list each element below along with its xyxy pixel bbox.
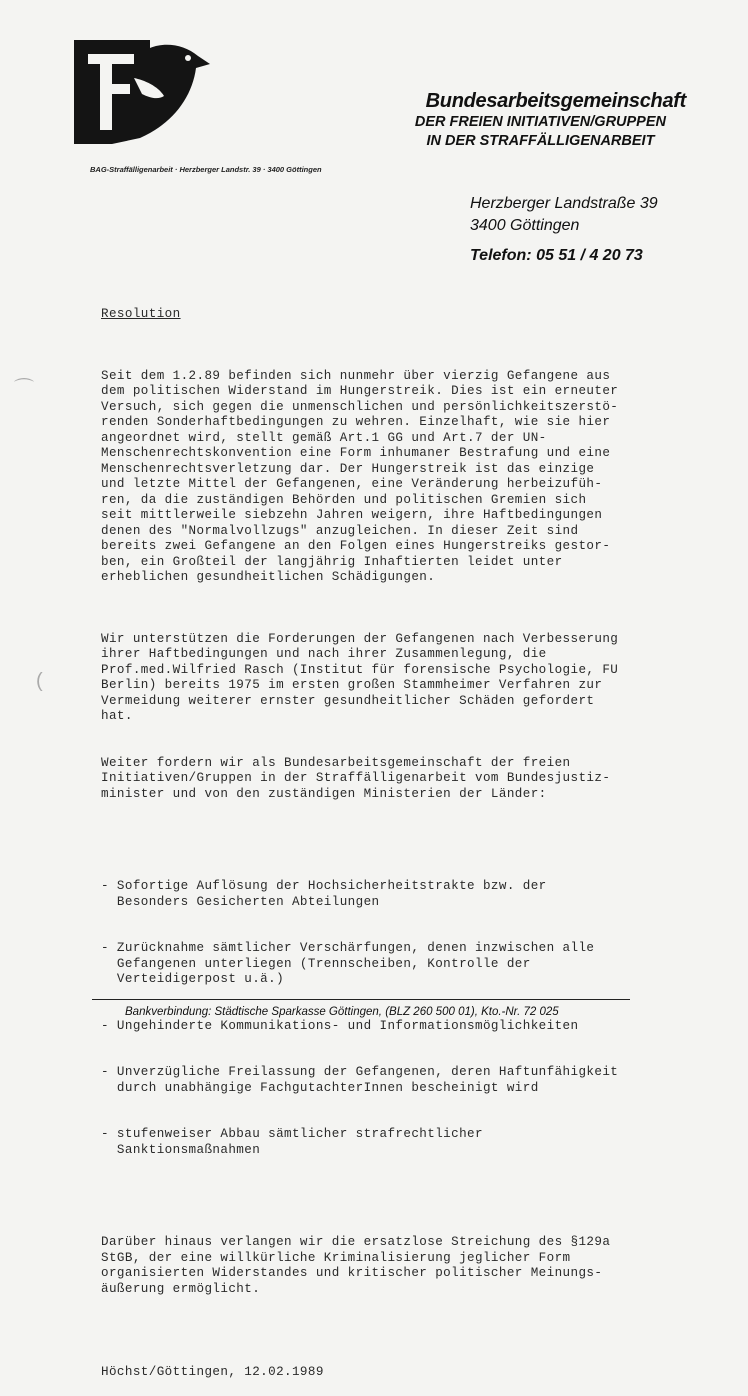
organization-header: [415, 90, 686, 151]
paragraph-2: Wir unterstützen die Forderungen der Gefangenen nach Verbesserung ihrer Haftbedingungen und nach ihrer Zusammenlegung, die Prof.med.Wilfried Rasch (Institut für forensische Psychologie, FU Berlin) bereits 1975 im ersten großen Stammheimer Verfahren zur Vermeidung weiterer ernster gesundheitlicher Schäden gefordert hat.: [101, 631, 619, 723]
paragraph-3: Weiter fordern wir als Bundesarbeitsgemeinschaft der freien Initiativen/Gruppen in der Straffälligenarbeit vom Bundesjustiz- minister und von den zuständigen Ministerien der Länder:: [101, 755, 611, 801]
organization-subtitle-2: IN DER STRAFFÄLLIGENARBEIT: [426, 133, 655, 149]
telephone-number: Telefon: 05 51 / 4 20 73: [470, 247, 643, 264]
punch-hole-mark: ⌒: [14, 378, 34, 400]
address-city: 3400 Göttingen: [470, 217, 580, 234]
bank-details: Bankverbindung: Städtische Sparkasse Göttingen, (BLZ 260 500 01), Kto.-Nr. 72 025: [125, 1006, 559, 1018]
paragraph-1: Seit dem 1.2.89 befinden sich nunmehr über vierzig Gefangene aus dem politischen Widerstand im Hungerstreik. Dies ist ein erneuter Versuch, sich gegen die unmenschlichen und persönlichkeitszerstö- renden Sonderhaftbedingungen zu wehren. Einzelhaft, wie sie hier angeordnet wird, stellt gemäß Art.1 GG und Art.7 der UN- Menschenrechtskonvention eine Form inhumaner Bestrafung und eine Menschenrechtsverletzung dar. Der Hungerstreik ist das einzige und letzte Mittel der Gefangenen, eine Veränderung herbeizufüh- ren, da die zuständigen Behörden und politischen Gremien sich seit mittlerweile siebzehn Jahren weigern, ihre Haftbedingungen denen des "Normalvollzugs" anzugleichen. In dieser Zeit sind bereits zwei Gefangene an den Folgen eines Hungerstreiks gestor- ben, ein Großteil der langjährig Inhaftierten leidet unter erheblichen gesundheitlichen Schädigungen.: [101, 368, 619, 584]
footer-divider: [92, 999, 630, 1000]
organization-logo: [72, 38, 212, 146]
paragraph-4: Darüber hinaus verlangen wir die ersatzlose Streichung des §129a StGB, der eine willkürliche Kriminalisierung jeglicher Form organisierten Widerstandes und kritischer politischer Meinungs- äußerung ermöglicht.: [101, 1235, 611, 1296]
organization-name: Bundesarbeitsgemeinschaft: [425, 90, 686, 112]
sender-line: BAG-Straffälligenarbeit · Herzberger Landstr. 39 · 3400 Göttingen: [90, 165, 322, 174]
demand-item: - Ungehinderte Kommunikations- und Informationsmöglichkeiten: [101, 1018, 579, 1033]
document-heading: Resolution: [101, 307, 181, 321]
place-and-date: Höchst/Göttingen, 12.02.1989: [101, 1365, 324, 1379]
demand-item: - Zurücknahme sämtlicher Verschärfungen, denen inzwischen alle Gefangenen unterliegen (Trennscheiben, Kontrolle der Verteidigerpost u.ä.): [101, 941, 595, 986]
letter-body: [101, 276, 721, 1396]
organization-subtitle-1: DER FREIEN INITIATIVEN/GRUPPEN: [414, 114, 666, 130]
demand-item: - Sofortige Auflösung der Hochsicherheitstrakte bzw. der Besonders Gesicherten Abteilungen: [101, 879, 547, 909]
punch-hole-mark: (: [36, 670, 43, 692]
demand-item: - Unverzügliche Freilassung der Gefangenen, deren Haftunfähigkeit durch unabhängige FachgutachterInnen bescheinigt wird: [101, 1065, 619, 1095]
demand-item: - stufenweiser Abbau sämtlicher strafrechtlicher Sanktionsmaßnahmen: [101, 1127, 483, 1157]
demands-list: [101, 848, 721, 1189]
address-street: Herzberger Landstraße 39: [470, 195, 658, 212]
address-block: [470, 193, 658, 237]
